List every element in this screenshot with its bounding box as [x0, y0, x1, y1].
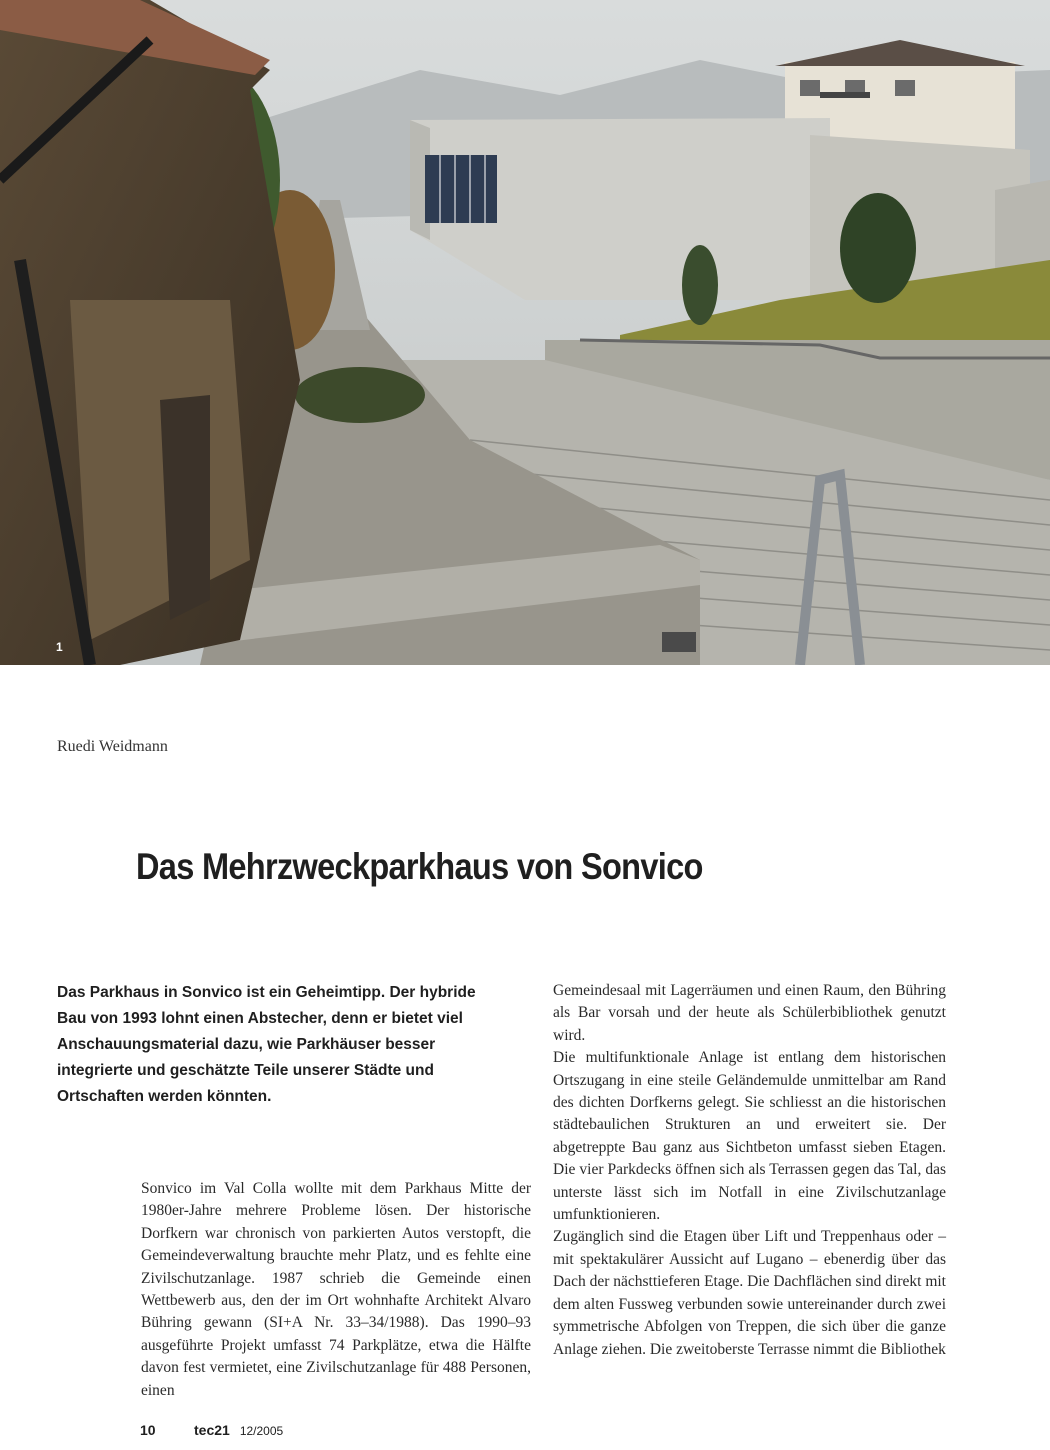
photo-illustration — [0, 0, 1050, 665]
body-paragraph: Zugänglich sind die Etagen über Lift und Treppenhaus oder – mit spektakulärer Aussicht auf Lugano – ebenerdig über das Dach der nächsttieferen Etage. Die Dachflächen sind direkt mit dem alten Fussweg verbunden sowie untereinander durch zwei symmetrische Abfolgen von Treppen, die sich über die ganze Anlage ziehen. Die zweitoberste Terrasse nimmt die Bibliothek — [553, 1228, 946, 1358]
article-photo — [0, 0, 1050, 665]
figure-number: 1 — [56, 640, 63, 654]
article-title: Das Mehrzweckparkhaus von Sonvico — [136, 846, 703, 887]
page-footer — [140, 1422, 283, 1438]
body-column-2 — [553, 980, 946, 1361]
body-paragraph: Sonvico im Val Colla wollte mit dem Parkhaus Mitte der 1980er-Jahre mehrere Probleme lösen. Der historische Dorfkern war chronisch von parkierten Autos verstopft, die Gemeindeverwaltung brauchte mehr Platz, und es fehlte eine Zivilschutzanlage. 1987 schrieb die Gemeinde einen Wettbewerb aus, den der im Ort wohnhafte Architekt Alvaro Bühring gewann (SI+A Nr. 33–34/1988). Das 1990–93 ausgeführte Projekt umfasst 74 Parkplätze, etwa die Hälfte davon fest vermietet, eine Zivilschutzanlage für 488 Personen, einen — [141, 1180, 531, 1399]
issue-number: 12/2005 — [239, 1424, 284, 1438]
page-number: 10 — [140, 1422, 156, 1438]
body-column-1 — [141, 1178, 531, 1402]
body-paragraph: Gemeindesaal mit Lagerräumen und einen Raum, den Bühring als Bar vorsah und der heute als Schülerbibliothek genutzt wird. — [553, 982, 946, 1044]
body-paragraph: Die multifunktionale Anlage ist entlang dem historischen Ortszugang in eine steile Geländemulde unmittelbar am Rand des dichten Dorfkerns gelegt. Sie schliesst an die historischen städtebaulichen Strukturen an und erweitert sie. Der abgetreppte Bau ganz aus Sichtbeton umfasst sieben Etagen. Die vier Parkdecks öffnen sich als Terrassen gegen das Tal, das unterste lässt sich im Notfall in eine Zivilschutzanlage umfunktionieren. — [553, 1049, 946, 1224]
article-lead: Das Parkhaus in Sonvico ist ein Geheimtipp. Der hybride Bau von 1993 lohnt einen Abstecher, denn er bietet viel Anschauungsmaterial dazu, wie Parkhäuser besser integrierte und geschätzte Teile unserer Städte und Ortschaften werden könnten. — [57, 984, 476, 1105]
author-name: Ruedi Weidmann — [57, 738, 168, 755]
magazine-name: tec21 — [194, 1422, 230, 1438]
